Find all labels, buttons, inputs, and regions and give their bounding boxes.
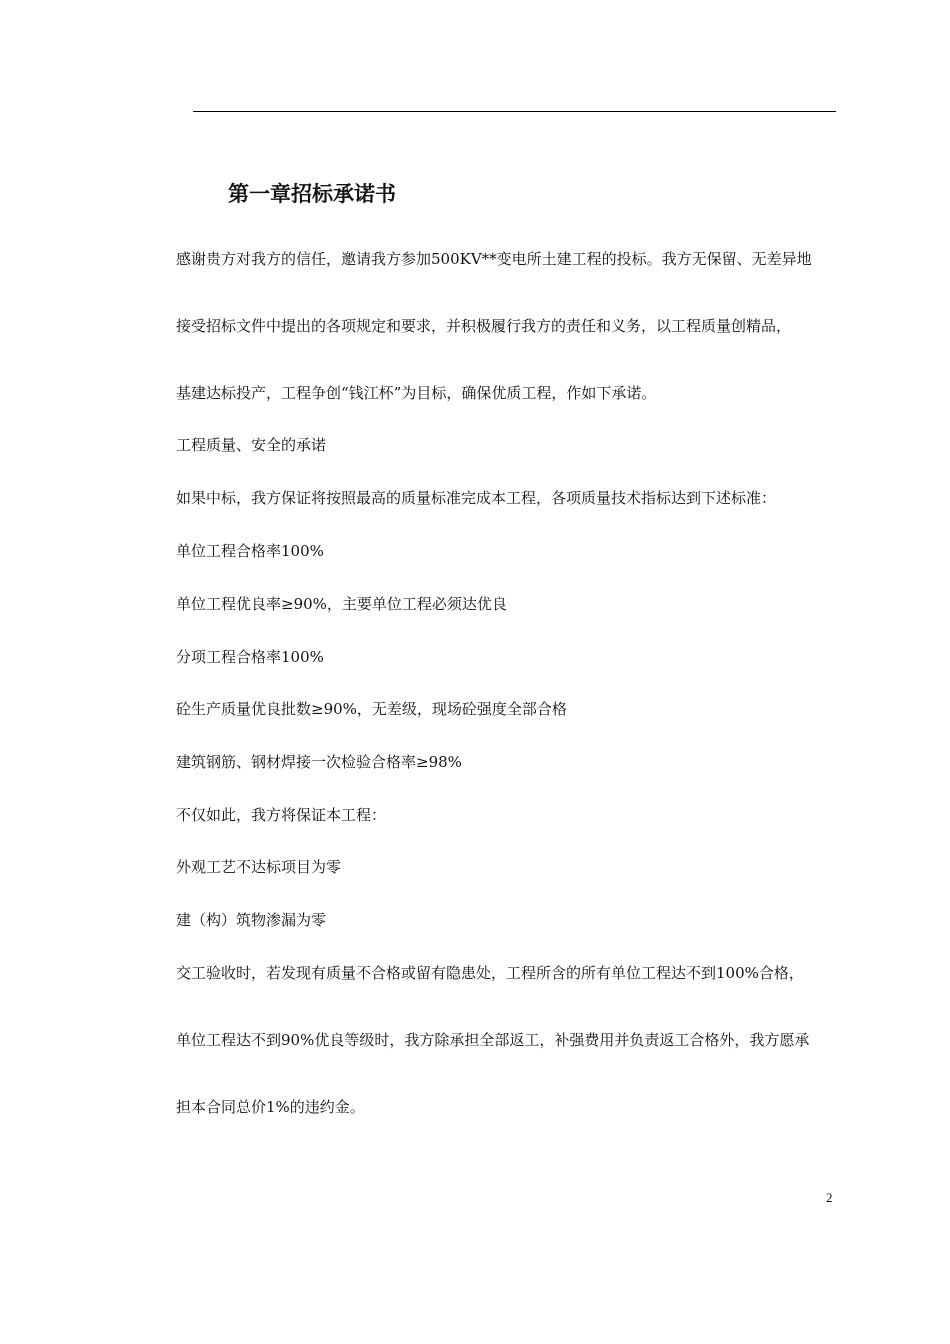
- list-item: 单位工程合格率100%: [176, 542, 324, 560]
- list-item: 砼生产质量优良批数≥90%，无差级，现场砼强度全部合格: [176, 700, 567, 718]
- text-line: 基建达标投产，工程争创“钱江杯”为目标，确保优质工程，作如下承诺。: [176, 384, 657, 402]
- list-item: 分项工程合格率100%: [176, 648, 324, 666]
- text-line: 如果中标，我方保证将按照最高的质量标准完成本工程，各项质量技术指标达到下述标准：: [176, 489, 777, 507]
- chapter-title: 第一章招标承诺书: [228, 182, 396, 206]
- text-line: 感谢贵方对我方的信任，邀请我方参加500KV**变电所土建工程的投标。我方无保留、无差异地: [176, 250, 812, 268]
- list-item: 外观工艺不达标项目为零: [176, 858, 342, 876]
- text-line: 不仅如此，我方将保证本工程：: [176, 806, 387, 824]
- text-line: 担本合同总价1%的违约金。: [176, 1098, 365, 1116]
- header-rule: [193, 111, 836, 112]
- list-item: 建（构）筑物渗漏为零: [176, 911, 327, 929]
- text-line: 接受招标文件中提出的各项规定和要求，并积极履行我方的责任和义务，以工程质量创精品，: [176, 317, 792, 335]
- page-number: 2: [826, 1190, 833, 1205]
- text-line: 交工验收时，若发现有质量不合格或留有隐患处，工程所含的所有单位工程达不到100%合格，: [176, 964, 804, 982]
- section-heading: 工程质量、安全的承诺: [176, 436, 327, 454]
- list-item: 单位工程优良率≥90%，主要单位工程必须达优良: [176, 595, 507, 613]
- text-line: 单位工程达不到90%优良等级时，我方除承担全部返工，补强费用并负责返工合格外，我方愿承: [176, 1031, 810, 1049]
- list-item: 建筑钢筋、钢材焊接一次检验合格率≥98%: [176, 753, 462, 771]
